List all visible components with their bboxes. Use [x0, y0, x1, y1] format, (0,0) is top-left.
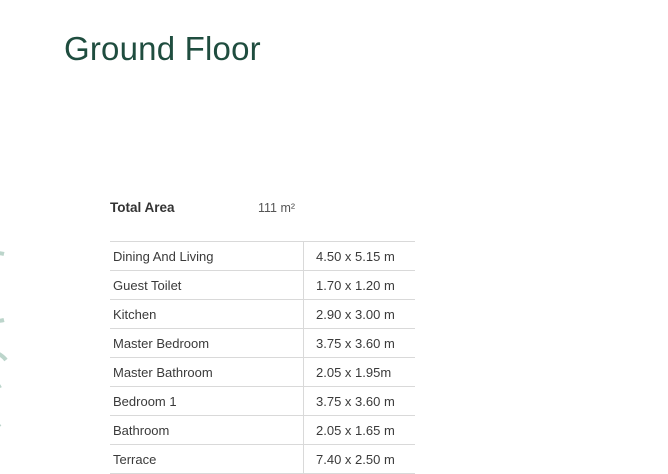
room-name: Bedroom 1: [110, 387, 304, 416]
room-name: Terrace: [110, 445, 304, 474]
room-schedule-table: [110, 241, 415, 474]
room-dimensions: 3.75 x 3.60 m: [304, 387, 416, 416]
room-name: Master Bathroom: [110, 358, 304, 387]
room-dimensions: 3.75 x 3.60 m: [304, 329, 416, 358]
table-row: [110, 387, 415, 416]
room-name: Dining And Living: [110, 242, 304, 271]
page-title: Ground Floor: [64, 30, 261, 68]
room-name: Kitchen: [110, 300, 304, 329]
room-dimensions: 2.05 x 1.65 m: [304, 416, 416, 445]
table-row: [110, 271, 415, 300]
table-row: [110, 242, 415, 271]
room-dimensions: 2.90 x 3.00 m: [304, 300, 416, 329]
total-area-label: Total Area: [110, 200, 175, 215]
room-table-body: [110, 242, 415, 474]
room-name: Bathroom: [110, 416, 304, 445]
room-dimensions: 2.05 x 1.95m: [304, 358, 416, 387]
logo-mark-decoration: [0, 252, 36, 427]
room-dimensions: 7.40 x 2.50 m: [304, 445, 416, 474]
room-name: Master Bedroom: [110, 329, 304, 358]
total-area-summary: [110, 200, 415, 220]
total-area-value: 111 m²: [258, 201, 296, 215]
room-dimensions: 1.70 x 1.20 m: [304, 271, 416, 300]
room-name: Guest Toilet: [110, 271, 304, 300]
table-row: [110, 329, 415, 358]
table-row: [110, 358, 415, 387]
room-dimensions: 4.50 x 5.15 m: [304, 242, 416, 271]
table-row: [110, 416, 415, 445]
table-row: [110, 300, 415, 329]
table-row: [110, 445, 415, 474]
